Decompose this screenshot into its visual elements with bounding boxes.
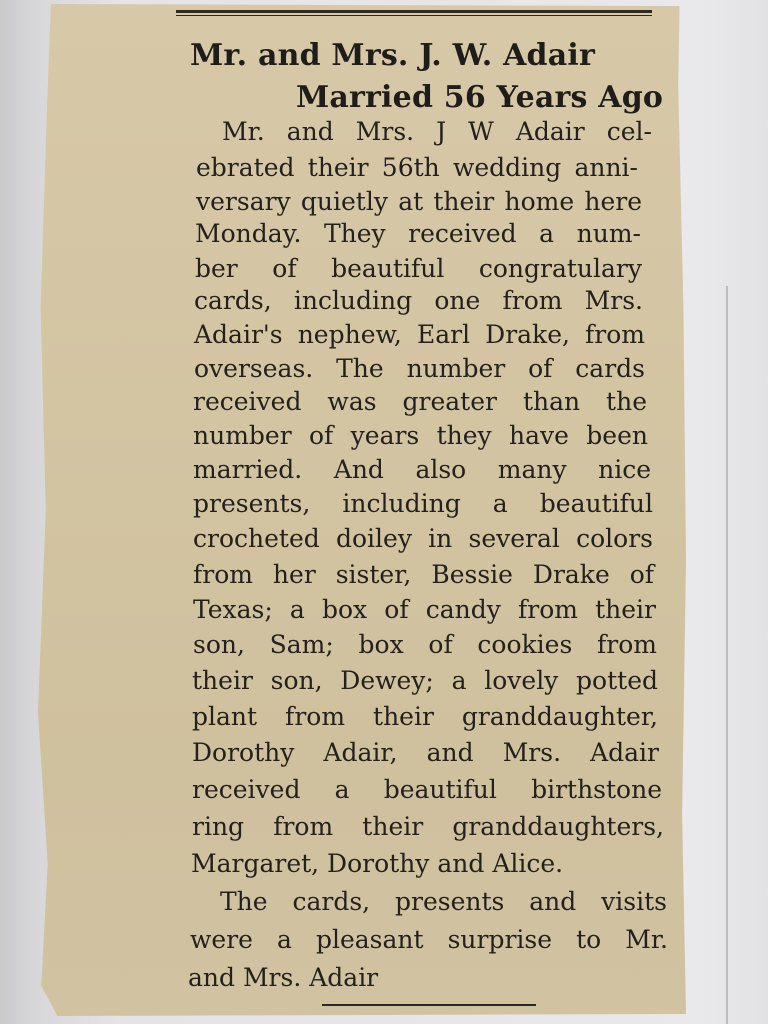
article-line: cards, including one from Mrs. (194, 286, 643, 315)
article-line: ebrated their 56th wedding anni- (196, 153, 638, 182)
article-line: from her sister, Bessie Drake of (193, 560, 654, 589)
article-line: received a beautiful birthstone (192, 775, 662, 804)
article-line: Monday. They received a num- (195, 219, 641, 248)
article-line: The cards, presents and visits (220, 887, 667, 916)
article-line: received was greater than the (193, 387, 647, 416)
background-edge-line (726, 286, 728, 1024)
bottom-rule (322, 1004, 536, 1006)
article-line: ring from their granddaughters, (192, 812, 664, 841)
article-line: Texas; a box of candy from their (193, 595, 656, 624)
article-line: versary quietly at their home here (196, 187, 642, 216)
article-line: crocheted doiley in several colors (193, 524, 653, 553)
article-line: ber of beautiful congratulary (195, 254, 642, 283)
article-line: were a pleasant surprise to Mr. (190, 925, 668, 954)
article-line: Mr. and Mrs. J W Adair cel- (222, 117, 652, 146)
article-line: overseas. The number of cards (194, 354, 645, 383)
article-line: number of years they have been (193, 421, 648, 450)
headline-line-2: Married 56 Years Ago (296, 80, 664, 115)
article-line: Dorothy Adair, and Mrs. Adair (192, 738, 659, 767)
article-line: plant from their granddaughter, (192, 702, 658, 731)
article-line: and Mrs. Adair (188, 963, 379, 992)
article-line: Adair's nephew, Earl Drake, from (194, 320, 645, 349)
article-line: their son, Dewey; a lovely potted (192, 666, 658, 695)
article-line: married. And also many nice (193, 455, 651, 484)
article-line: presents, including a beautiful (193, 489, 653, 518)
article-line: Margaret, Dorothy and Alice. (191, 849, 564, 878)
headline-line-1: Mr. and Mrs. J. W. Adair (190, 38, 595, 73)
top-rule (176, 10, 652, 16)
article-line: son, Sam; box of cookies from (193, 630, 657, 659)
